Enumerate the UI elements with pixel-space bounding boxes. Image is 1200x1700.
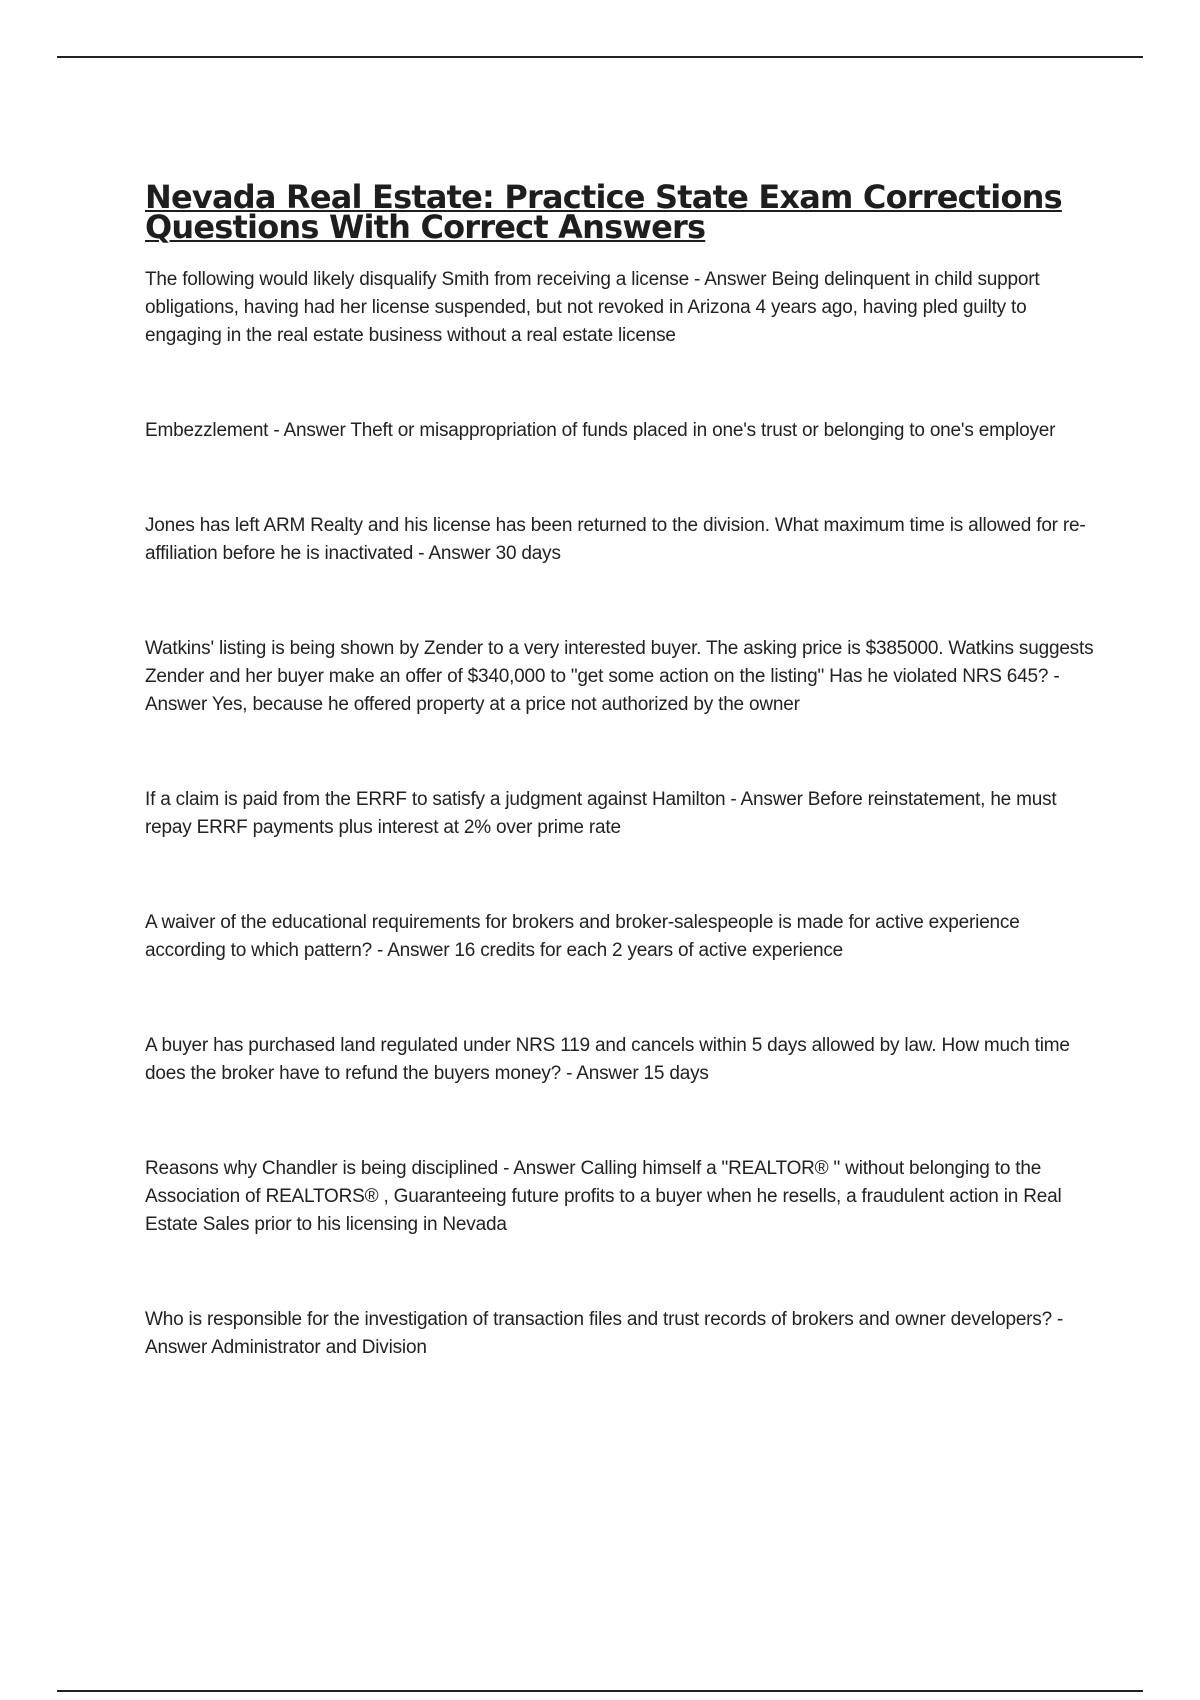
document-body — [145, 178, 1095, 1362]
bottom-divider — [57, 1690, 1143, 1692]
title-line-2: Questions With Correct Answers — [145, 208, 706, 246]
qa-item: Reasons why Chandler is being disciplined - Answer Calling himself a "REALTOR® " without belonging to the Association of REALTORS® , Guaranteeing future profits to a buyer when he resells, a fraudulent action in Real Estate Sales prior to his licensing in Nevada — [145, 1158, 1062, 1235]
qa-item: Jones has left ARM Realty and his license has been returned to the division. What maximum time is allowed for re-affiliation before he is inactivated - Answer 30 days — [145, 515, 1086, 564]
qa-item: A buyer has purchased land regulated under NRS 119 and cancels within 5 days allowed by law. How much time does the broker have to refund the buyers money? - Answer 15 days — [145, 1035, 1070, 1084]
qa-item: Who is responsible for the investigation of transaction files and trust records of brokers and owner developers? - Answer Administrator and Division — [145, 1309, 1064, 1358]
qa-item: The following would likely disqualify Smith from receiving a license - Answer Being delinquent in child support obligations, having had her license suspended, but not revoked in Arizona 4 years ago, having pled guilty to engaging in the real estate business without a real estate license — [145, 269, 1040, 346]
qa-item: A waiver of the educational requirements for brokers and broker-salespeople is made for active experience according to which pattern? - Answer 16 credits for each 2 years of active experience — [145, 912, 1020, 961]
top-divider — [57, 56, 1143, 58]
qa-item: Embezzlement - Answer Theft or misappropriation of funds placed in one's trust or belonging to one's employer — [145, 420, 1056, 441]
title-line-1: Nevada Real Estate: Practice State Exam Corrections — [145, 178, 1062, 216]
qa-item: If a claim is paid from the ERRF to satisfy a judgment against Hamilton - Answer Before reinstatement, he must repay ERRF payments plus interest at 2% over prime rate — [145, 789, 1057, 838]
qa-item: Watkins' listing is being shown by Zender to a very interested buyer. The asking price is $385000. Watkins suggests Zender and her buyer make an offer of $340,000 to "get some action on the listing" Has he violated NRS 645? - Answer Yes, because he offered property at a price not authorized by the owner — [145, 638, 1094, 715]
document-title — [145, 178, 1095, 246]
